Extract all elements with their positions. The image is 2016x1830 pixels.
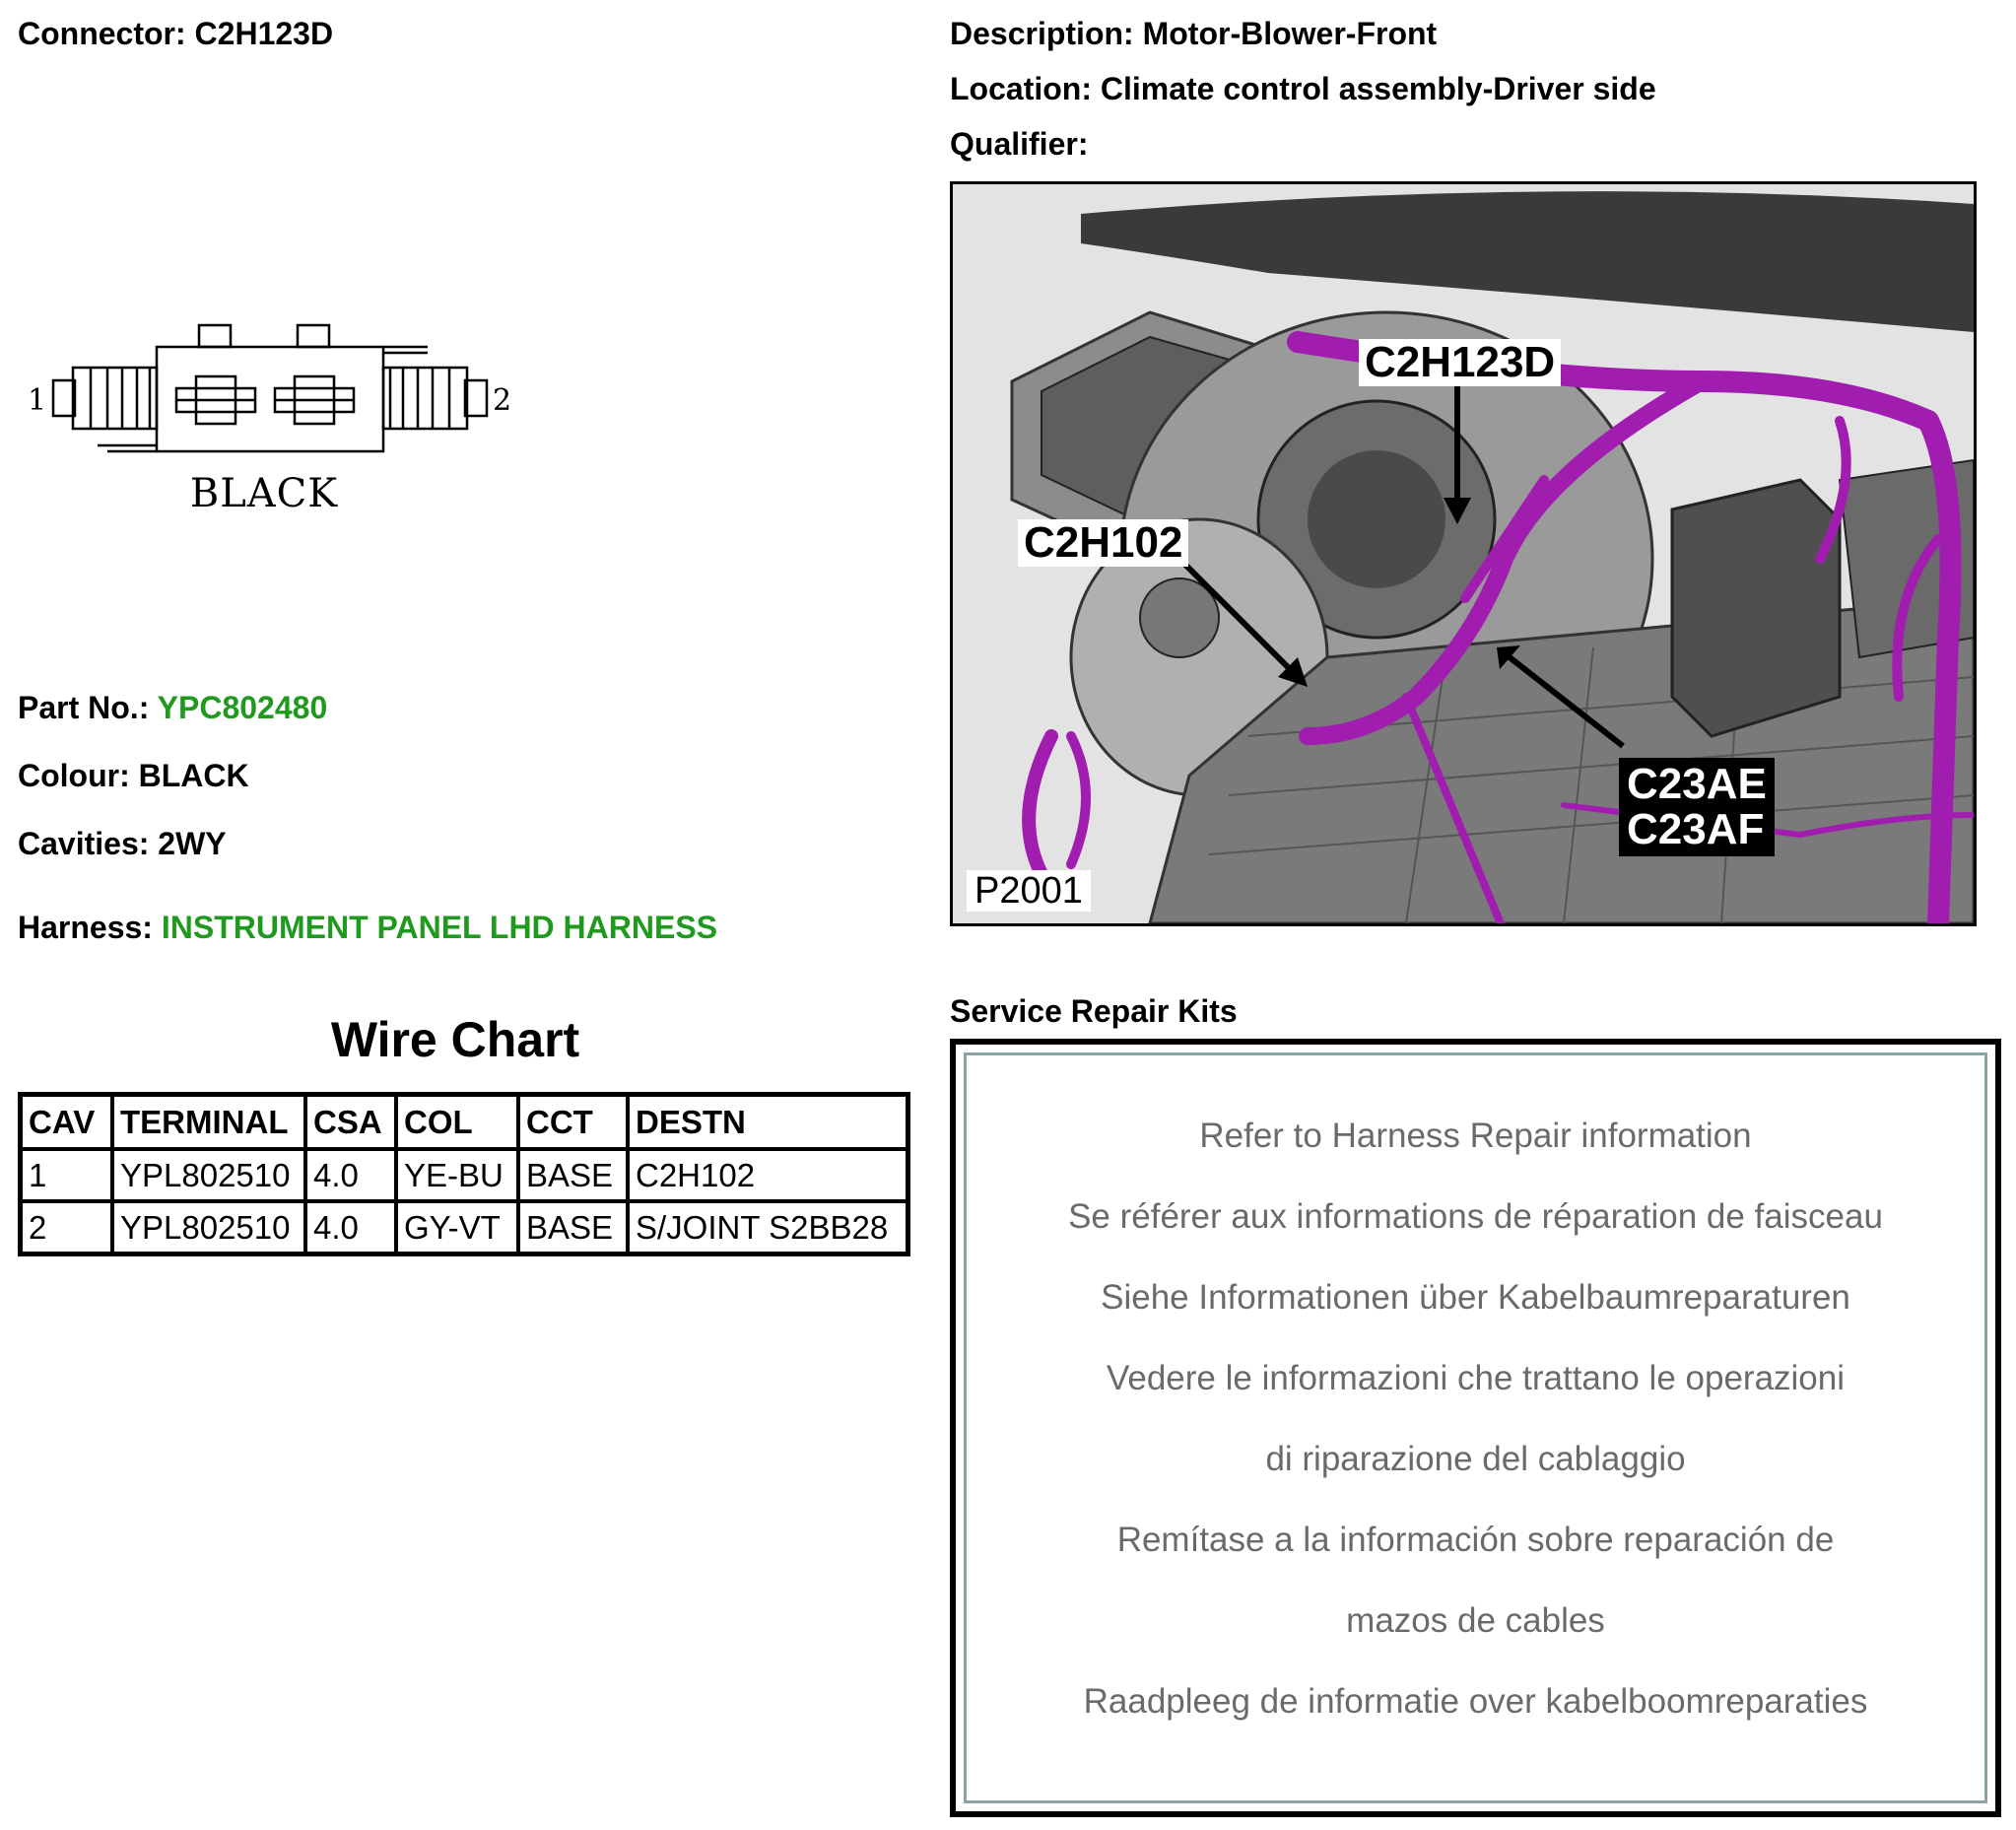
part-number-line: [18, 692, 327, 723]
part-number-label: Part No.:: [18, 690, 150, 725]
table-cell: GY-VT: [396, 1201, 518, 1254]
service-repair-kits-box: [950, 1039, 2001, 1817]
table-row: [21, 1201, 908, 1254]
harness-line: [18, 912, 717, 943]
connector-location-illustration: [950, 181, 1977, 926]
location-value: Climate control assembly-Driver side: [1100, 71, 1656, 106]
callout-secondary-connector: C2H102: [1018, 519, 1188, 567]
callout-dark-line-1: C23AE: [1627, 760, 1767, 808]
repair-info-line: di riparazione del cablaggio: [1265, 1440, 1686, 1478]
table-cell: 2: [21, 1201, 113, 1254]
repair-info-line: mazos de cables: [1346, 1601, 1605, 1640]
table-cell: 1: [21, 1149, 113, 1201]
table-cell: S/JOINT S2BB28: [628, 1201, 908, 1254]
pin-1-label: 1: [28, 383, 47, 418]
connector-label: Connector:: [18, 16, 186, 51]
column-header: CAV: [21, 1095, 113, 1150]
table-cell: BASE: [518, 1149, 628, 1201]
table-cell: YPL802510: [112, 1149, 305, 1201]
wire-chart-header-row: [21, 1095, 908, 1150]
table-cell: C2H102: [628, 1149, 908, 1201]
cavities-line: [18, 828, 227, 859]
description-label: Description:: [950, 16, 1134, 51]
colour-label: Colour:: [18, 758, 130, 793]
callout-dark-line-2: C23AF: [1627, 805, 1765, 854]
colour-value: BLACK: [138, 758, 249, 793]
cavities-value: 2WY: [158, 826, 227, 861]
callout-primary-connector: C2H123D: [1359, 339, 1561, 386]
repair-info-line: Remítase a la información sobre reparación de: [1116, 1521, 1835, 1559]
harness-value: INSTRUMENT PANEL LHD HARNESS: [161, 910, 718, 945]
wire-chart-table: [18, 1092, 910, 1256]
pin-2-label: 2: [493, 383, 512, 418]
service-repair-kits-inner-frame: [964, 1052, 1987, 1803]
qualifier-label: Qualifier:: [950, 126, 1089, 162]
colour-line: [18, 760, 249, 791]
column-header: DESTN: [628, 1095, 908, 1150]
column-header: CCT: [518, 1095, 628, 1150]
repair-info-line: Raadpleeg de informatie over kabelboomreparaties: [1083, 1682, 1868, 1721]
description-value: Motor-Blower-Front: [1142, 16, 1438, 51]
table-cell: BASE: [518, 1201, 628, 1254]
connector-colour-text: BLACK: [189, 471, 339, 516]
description-line: [950, 18, 1437, 49]
wire-chart-title: Wire Chart: [330, 1012, 580, 1067]
table-cell: 4.0: [305, 1149, 396, 1201]
connector-value: C2H123D: [194, 16, 334, 51]
column-header: CSA: [305, 1095, 396, 1150]
table-cell: 4.0: [305, 1201, 396, 1254]
harness-label: Harness:: [18, 910, 153, 945]
repair-info-line: Vedere le informazioni che trattano le operazioni: [1106, 1359, 1846, 1397]
column-header: COL: [396, 1095, 518, 1150]
qualifier-line: [950, 128, 1088, 160]
connector-face-diagram: [14, 313, 526, 540]
cavities-label: Cavities:: [18, 826, 150, 861]
figure-code: P2001: [967, 870, 1091, 912]
table-row: [21, 1149, 908, 1201]
service-repair-kits-heading: Service Repair Kits: [950, 993, 1238, 1029]
location-label: Location:: [950, 71, 1092, 106]
part-number-value: YPC802480: [157, 690, 328, 725]
table-cell: YE-BU: [396, 1149, 518, 1201]
repair-info-line: Refer to Harness Repair information: [1199, 1117, 1752, 1155]
repair-info-line: Siehe Informationen über Kabelbaumreparaturen: [1101, 1278, 1850, 1317]
table-cell: YPL802510: [112, 1201, 305, 1254]
repair-info-line: Se référer aux informations de réparation de faisceau: [1068, 1197, 1883, 1236]
connector-heading: [18, 18, 333, 49]
column-header: TERMINAL: [112, 1095, 305, 1150]
callout-dark-connectors: [1619, 758, 1775, 856]
location-line: [950, 73, 1656, 104]
